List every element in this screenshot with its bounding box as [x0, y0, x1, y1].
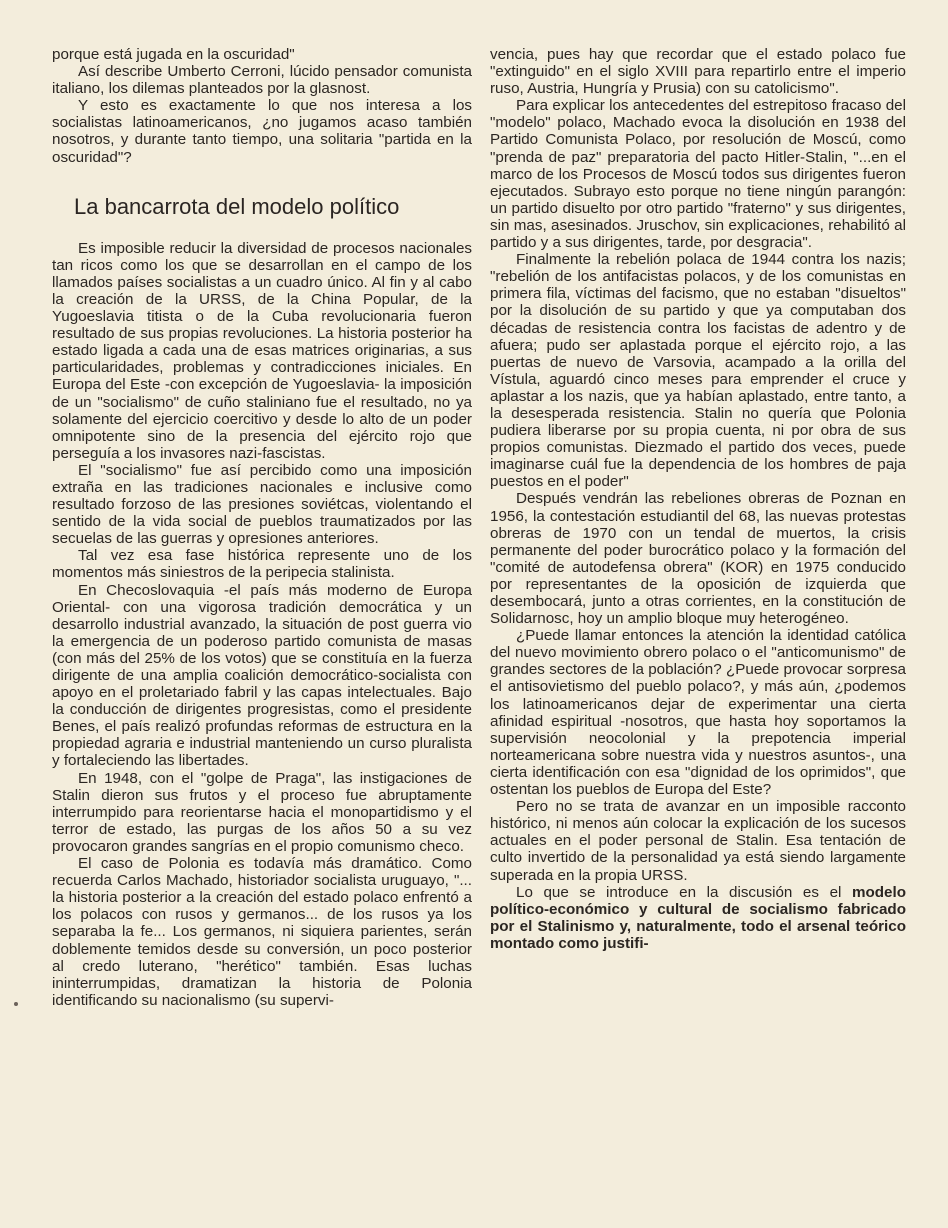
paragraph: Tal vez esa fase histórica represente uno de los momentos más siniestros de la peripecia stalinista.	[52, 547, 472, 582]
paragraph: En 1948, con el "golpe de Praga", las instigaciones de Stalin dieron sus frutos y el proceso fue abruptamente interrumpido para reorientarse hacia el monopartidismo y el terror de estado, las purgas de los años 50 a su vez provocaron grandes sangrías en el propio comunismo checo.	[52, 769, 472, 855]
paragraph: Finalmente la rebelión polaca de 1944 contra los nazis; "rebelión de los antifacistas polacos, y de los comunistas en primera fila, víctimas del facismo, que no estaban "disueltos" por la disolución de su partido y que ya computaban dos décadas de resistencia contra los facistas de adentro y de afuera; pudo ser aplastada porque el ejército rojo, a las puertas de nuevo de Varsovia, acampado a la orilla del Vístula, aguardó cinco meses para emprender el cruce y aplastar a los nazis, que ya habían aplastado, entre tanto, a la desesperada resistencia. Stalin no quería que Polonia pudiera liberarse por su propia cuenta, ni por obra de sus propios comunistas. Diezmado el partido dos veces, puede imaginarse cuál fue la dependencia de los hombres de paja puestos en el poder"	[490, 251, 906, 491]
paragraph: vencia, pues hay que recordar que el estado polaco fue "extinguido" en el siglo XVIII para repartirlo entre el imperio ruso, Austria, Hungría y Prusia) con su catolicismo".	[490, 46, 906, 98]
emphasized-text: modelo político-económico y cultural de socialismo fabricado por el Stalinismo y, naturalmente, todo el arsenal teórico montado como justifi-	[490, 883, 906, 952]
paragraph: porque está jugada en la oscuridad"	[52, 46, 295, 63]
section-heading: La bancarrota del modelo político	[74, 193, 400, 219]
paragraph: El "socialismo" fue así percibido como una imposición extraña en las tradiciones nacionales e inclusive como resultado forzoso de las presiones soviétcas, violentando el sentido de la vida social de pueblos traumatizados por las secuelas de las guerras y opresiones anteriores.	[52, 461, 472, 548]
left-column	[52, 46, 472, 1009]
paragraph: En Checoslovaquia -el país más moderno de Europa Oriental- con una vigorosa tradición democrática y un desarrollo industrial avanzado, la situación de post guerra vio la emergencia de un poderoso partido comunista de masas (con más del 25% de los votos) que se constituía en la fuerza dirigente de una amplia coalición democrático-socialista con apoyo en el proletariado fabril y las capas intelectuales. Bajo la conducción de dirigentes progresistas, como el presidente Benes, el país realizó profundas reformas de estructura en la propiedad agraria e industrial manteniendo un curso pluralista y fortaleciendo las libertades.	[52, 581, 472, 770]
paragraph: El caso de Polonia es todavía más dramático. Como recuerda Carlos Machado, historiador socialista uruguayo, "... la historia posterior a la creación del estado polaco enfrentó a los polacos con rusos y germanos... de los rusos ya los separaba la fe... Los germanos, ni siquiera parientes, serán doblemente temidos desde su conversión, un poco posterior al credo luterano, "herético" también. Esas luchas ininterrumpidas, dramatizan la historia de Polonia identificando su nacionalismo (su supervi-	[52, 855, 472, 1009]
paragraph: ¿Puede llamar entonces la atención la identidad católica del nuevo movimiento obrero polaco o el "anticomunismo" de grandes sectores de la población? ¿Puede provocar sorpresa el antisovietismo del pueblo polaco?, y más aún, ¿podemos los latinoamericanos dejar de experimentar una cierta afinidad espiritual -nosotros, que hasta hoy soportamos la supervisión neocolonial y la prepotencia imperial norteamericana sobre nuestra vida y nuestros asuntos-, una cierta identificación con esa "dignidad de los oprimidos", que ostentan los pueblos de Europa del Este?	[490, 627, 906, 799]
paragraph: Después vendrán las rebeliones obreras de Poznan en 1956, la contestación estudiantil del 68, las nuevas protestas obreras de 1970 con un tendal de muertos, la crisis permanente del poder burocrático polaco y la formación del "comité de autodefensa obrera" (KOR) en 1975 conducido por representantes de la oposición de izquierda que desembocará, junto a otras corrientes, en la constitución de Solidarnosc, hoy un amplio bloque muy heterogéneo.	[490, 490, 906, 628]
paragraph: Así describe Umberto Cerroni, lúcido pensador comunista italiano, los dilemas planteados por la glasnost.	[52, 63, 472, 98]
paragraph-text: Lo que se introduce en la discusión es el	[516, 883, 852, 901]
paragraph: Pero no se trata de avanzar en un imposible racconto histórico, ni menos aún colocar la explicación de los sucesos actuales en el poder personal de Stalin. Esa tentación de culto invertido de la personalidad ya está siendo largamente superada en la propia URSS.	[490, 798, 906, 884]
paragraph: Es imposible reducir la diversidad de procesos nacionales tan ricos como los que se desarrollan en el campo de los llamados países socialistas a un cuadro único. Al fin y al cabo la creación de la URSS, de la China Popular, de la Yugoeslavia titista o de la Cuba revolucionaria fueron resultado de sus propias revoluciones. La historia posterior ha estado ligada a cada una de esas matrices originarias, a sus particularidades, problemas y contradicciones iniciales. En Europa del Este -con excepción de Yugoeslavia- la imposición de un "socialismo" de cuño staliniano fue el resultado, no ya solamente del ejercicio coercitivo y desde lo alto de un poder omnipotente sino de la presencia del ejército rojo que perseguía a los invasores nazi-fascistas.	[52, 239, 472, 462]
print-speck	[14, 1002, 18, 1006]
right-column	[490, 46, 906, 952]
paragraph: Y esto es exactamente lo que nos interesa a los socialistas latinoamericanos, ¿no jugamos acaso también nosotros, y durante tanto tiempo, una solitaria "partida en la oscuridad"?	[52, 97, 472, 166]
paragraph: Para explicar los antecedentes del estrepitoso fracaso del "modelo" polaco, Machado evoca la disolución en 1938 del Partido Comunista Polaco, por resolución de Moscú, como "prenda de paz" preparatoria del pacto Hitler-Stalin, "...en el marco de los Procesos de Moscú todos sus dirigentes fueron ejecutados. Subrayo esto porque no tiene ningún parangón: un partido disuelto por otro partido "fraterno" y sus dirigentes, sin mas, asesinados. Jruschov, sin explicaciones, rehabilitó al partido y a sus dirigentes, tarde, por desgracia".	[490, 97, 906, 252]
paragraph	[490, 884, 906, 952]
